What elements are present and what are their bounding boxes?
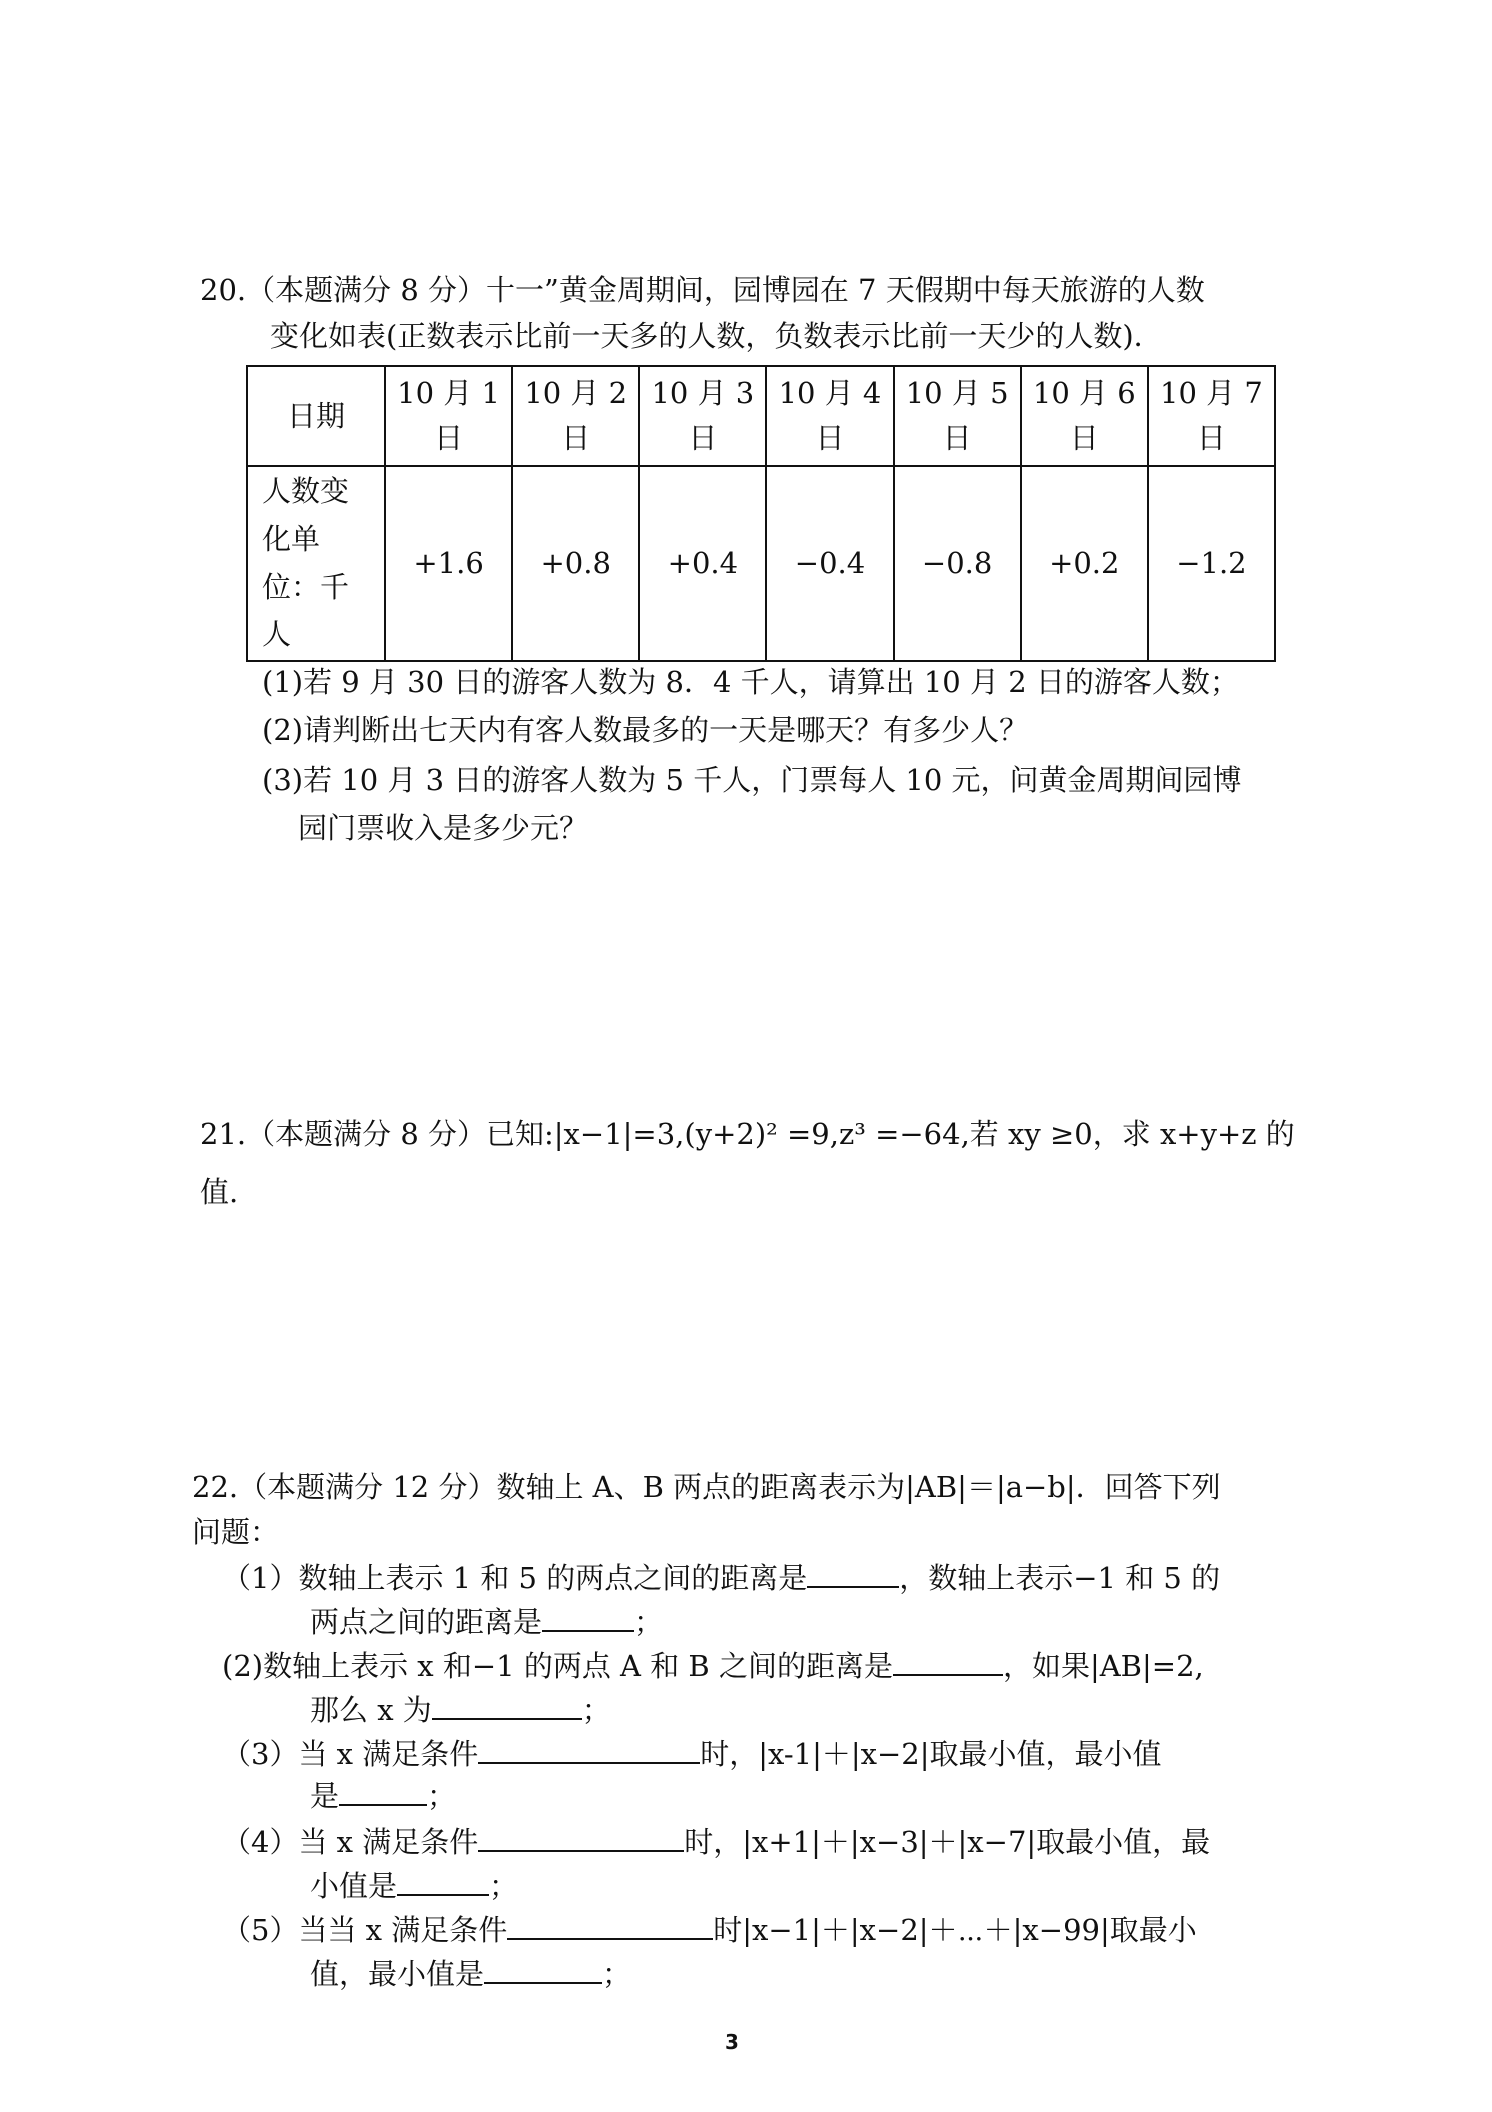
answer-blank[interactable] [542,1606,634,1632]
change-row [247,466,1275,661]
date-cell: 10 月 6 日 [1021,366,1148,466]
q21-line2: 值. [200,1175,239,1209]
answer-blank[interactable] [478,1738,700,1764]
change-cell: −1.2 [1148,466,1275,661]
q20-sub3: (3)若 10 月 3 日的游客人数为 5 千人，门票每人 10 元，问黄金周期间园博 [262,763,1242,797]
answer-blank[interactable] [397,1870,489,1896]
change-cell: +0.8 [512,466,639,661]
q20-sub2: (2)请判断出七天内有客人数最多的一天是哪天？有多少人？ [262,713,1029,747]
q20-heading-cont: 变化如表(正数表示比前一天多的人数，负数表示比前一天少的人数)． [270,319,1163,353]
change-cell: −0.8 [894,466,1021,661]
page-number: 3 [725,2030,739,2054]
q22-part5: （5）当当 x 满足条件 时|x−1|＋|x−2|＋⋯＋|x−99|取最小 [222,1913,1197,1947]
visitor-change-table [246,365,1276,662]
row-header-change: 人数变 化单 位：千 人 [247,466,385,661]
answer-blank[interactable] [807,1562,899,1588]
q20-sub3-cont: 园门票收入是多少元？ [298,811,589,845]
answer-blank[interactable] [484,1958,602,1984]
q22-part1-cont: 两点之间的距离是 ； [310,1605,664,1639]
answer-blank[interactable] [478,1826,684,1852]
change-cell: +0.2 [1021,466,1148,661]
change-cell: +1.6 [385,466,512,661]
date-cell: 10 月 7 日 [1148,366,1275,466]
q20-heading: 20.（本题满分 8 分）十一”黄金周期间，园博园在 7 天假期中每天旅游的人数 [200,273,1205,307]
q22-part2: (2)数轴上表示 x 和−1 的两点 A 和 B 之间的距离是 ，如果|AB|=2, [222,1649,1204,1683]
q22-part4-cont: 小值是 ； [310,1869,519,1903]
q22-line1: 22.（本题满分 12 分）数轴上 A、B 两点的距离表示为|AB|＝|a−b|．回答下列 [192,1470,1221,1504]
change-cell: +0.4 [639,466,766,661]
q22-part1: （1）数轴上表示 1 和 5 的两点之间的距离是 ，数轴上表示−1 和 5 的 [222,1561,1221,1595]
q22-part5-cont: 值，最小值是 ； [310,1957,632,1991]
q20-sub1: (1)若 9 月 30 日的游客人数为 8．4 千人，请算出 10 月 2 日的游客人数； [262,665,1239,699]
answer-blank[interactable] [507,1914,713,1940]
answer-blank[interactable] [432,1694,582,1720]
row-header-date: 日期 [247,366,385,466]
date-cell: 10 月 5 日 [894,366,1021,466]
date-cell: 10 月 4 日 [766,366,893,466]
answer-blank[interactable] [893,1650,1003,1676]
q21-line1: 21.（本题满分 8 分）已知:|x−1|=3,(y+2)² =9,z³ =−64,若 xy ≥0，求 x+y+z 的 [200,1117,1295,1151]
q22-part4: （4）当 x 满足条件 时，|x+1|＋|x−3|＋|x−7|取最小值，最 [222,1825,1211,1859]
q22-line2: 问题： [192,1515,280,1549]
date-cell: 10 月 3 日 [639,366,766,466]
date-row [247,366,1275,466]
q22-part2-cont: 那么 x 为 ； [310,1693,611,1727]
date-cell: 10 月 1 日 [385,366,512,466]
q22-part3-cont: 是 ； [310,1779,457,1813]
date-cell: 10 月 2 日 [512,366,639,466]
change-cell: −0.4 [766,466,893,661]
q22-part3: （3）当 x 满足条件 时，|x-1|＋|x−2|取最小值，最小值 [222,1737,1162,1771]
answer-blank[interactable] [339,1780,427,1806]
